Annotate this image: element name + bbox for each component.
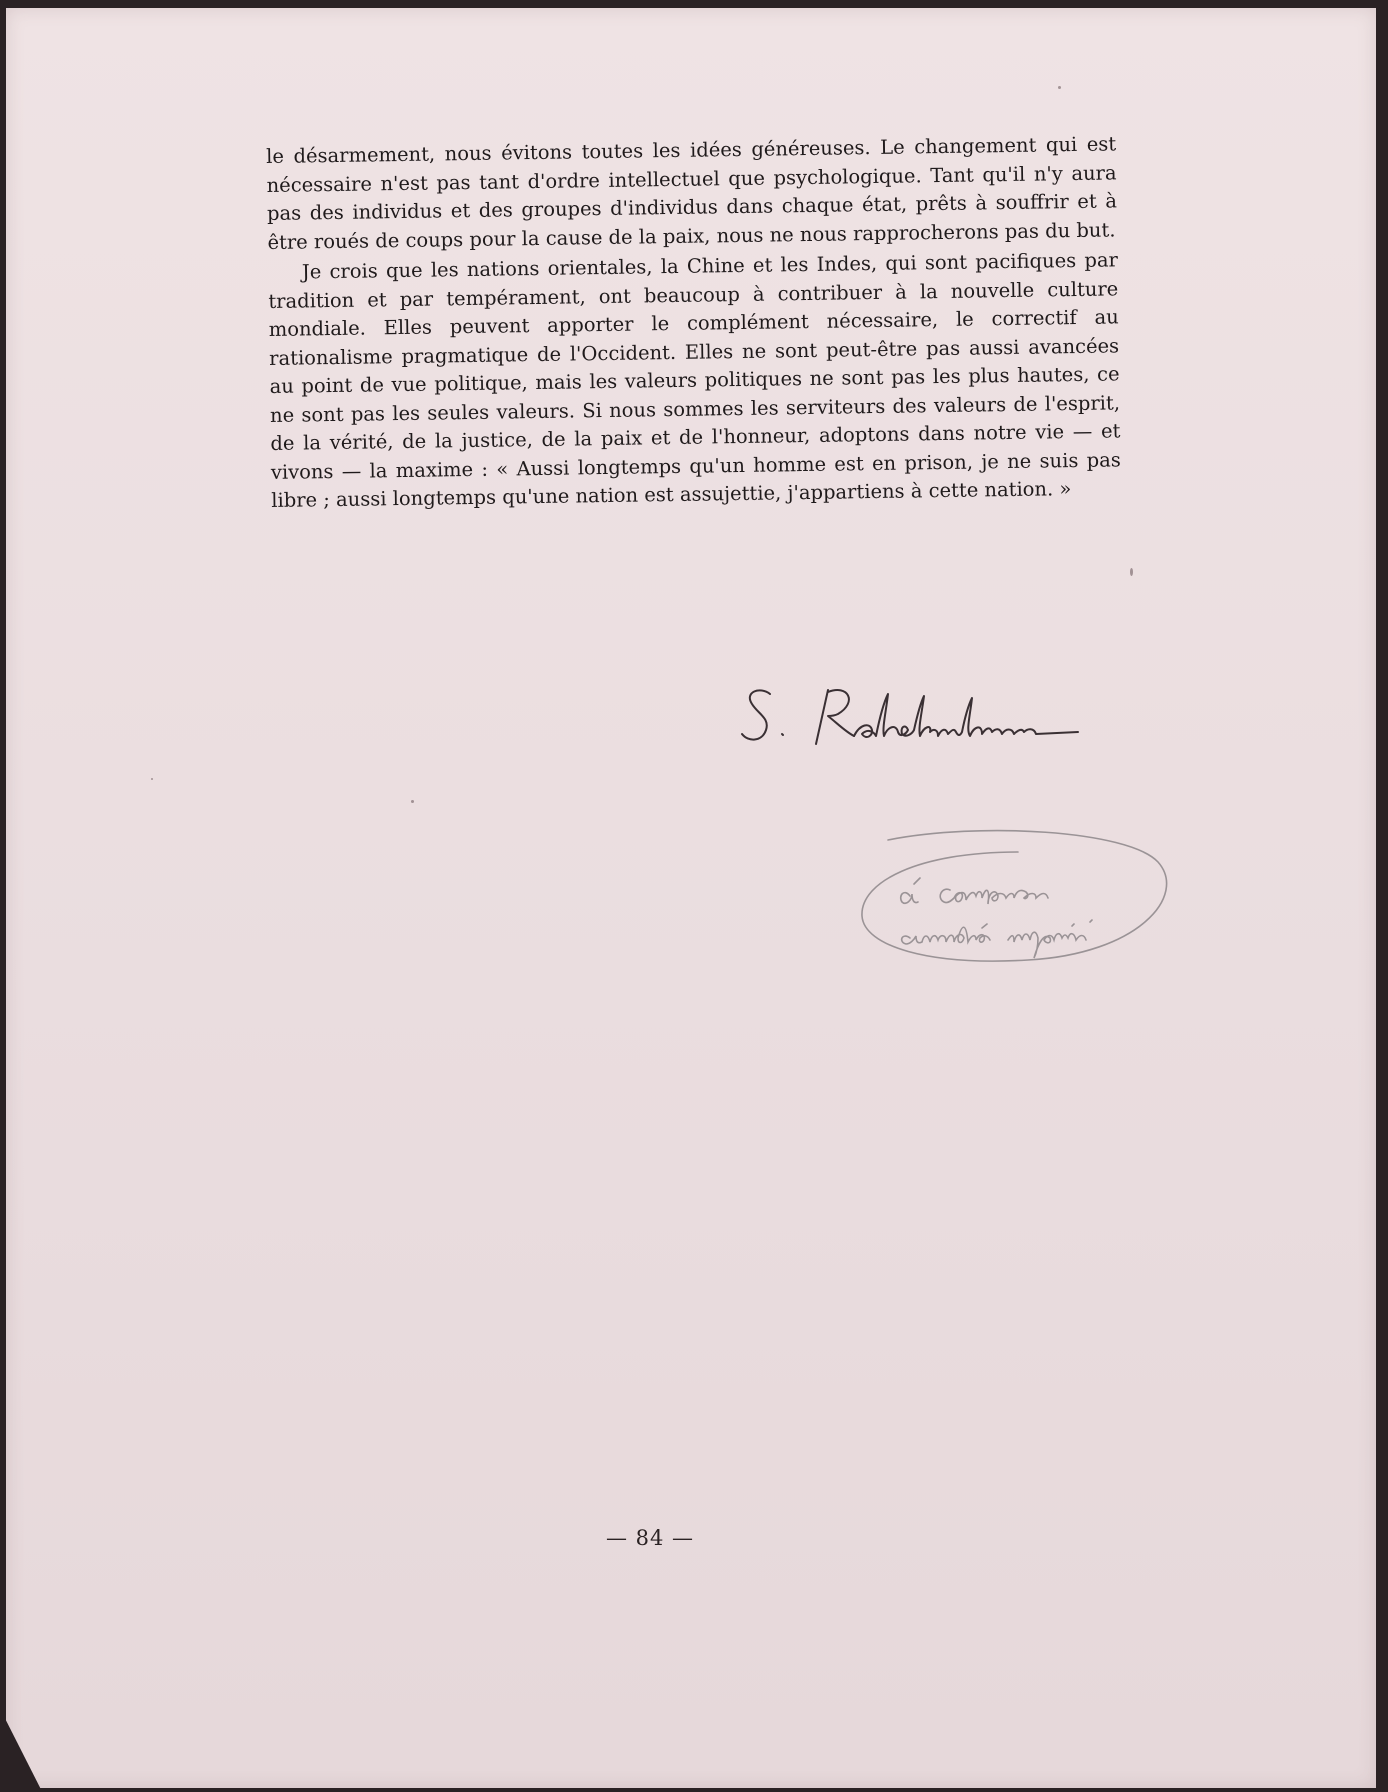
paper-speck [151, 778, 153, 780]
paragraph-2: Je crois que les nations orientales, la Chine et les Indes, qui sont pacifiques par tradition et par tempérament, ont beaucoup à contribuer à la nouvelle culture mondiale. Elles peuvent apporter le complément nécessaire, le correctif au rationalisme pragmatique de l'Occident. Elles ne sont peut-être pas aussi avancées au point de vue politique, mais les valeurs politiques ne sont pas les plus hautes, ce ne sont pas les seules valeurs. Si nous sommes les serviteurs des valeurs de l'esprit, de la vérité, de la justice, de la paix et de l'honneur, adoptons dans notre vie — et vivons — la maxime : « Aussi longtemps qu'un homme est en prison, je ne suis pas libre ; aussi longtemps qu'une nation est assujettie, j'appartiens à cette nation. » [268, 248, 1121, 512]
body-text [266, 130, 1121, 515]
page-number: — 84 — [605, 1526, 695, 1550]
paper-speck [411, 800, 414, 803]
paper-speck [1130, 568, 1133, 576]
pencil-annotation [858, 826, 1228, 976]
paper-speck [1058, 86, 1061, 89]
handwritten-signature [738, 672, 1138, 762]
paragraph-1: le désarmement, nous évitons toutes les idées généreuses. Le changement qui est nécessaire n'est pas tant d'ordre intellectuel que psychologique. Tant qu'il n'y aura pas des individus et des groupes d'individus dans chaque état, prêts à souffrir et à être roués de coups pour la cause de la paix, nous ne nous rapprocherons pas du but. [266, 132, 1118, 254]
